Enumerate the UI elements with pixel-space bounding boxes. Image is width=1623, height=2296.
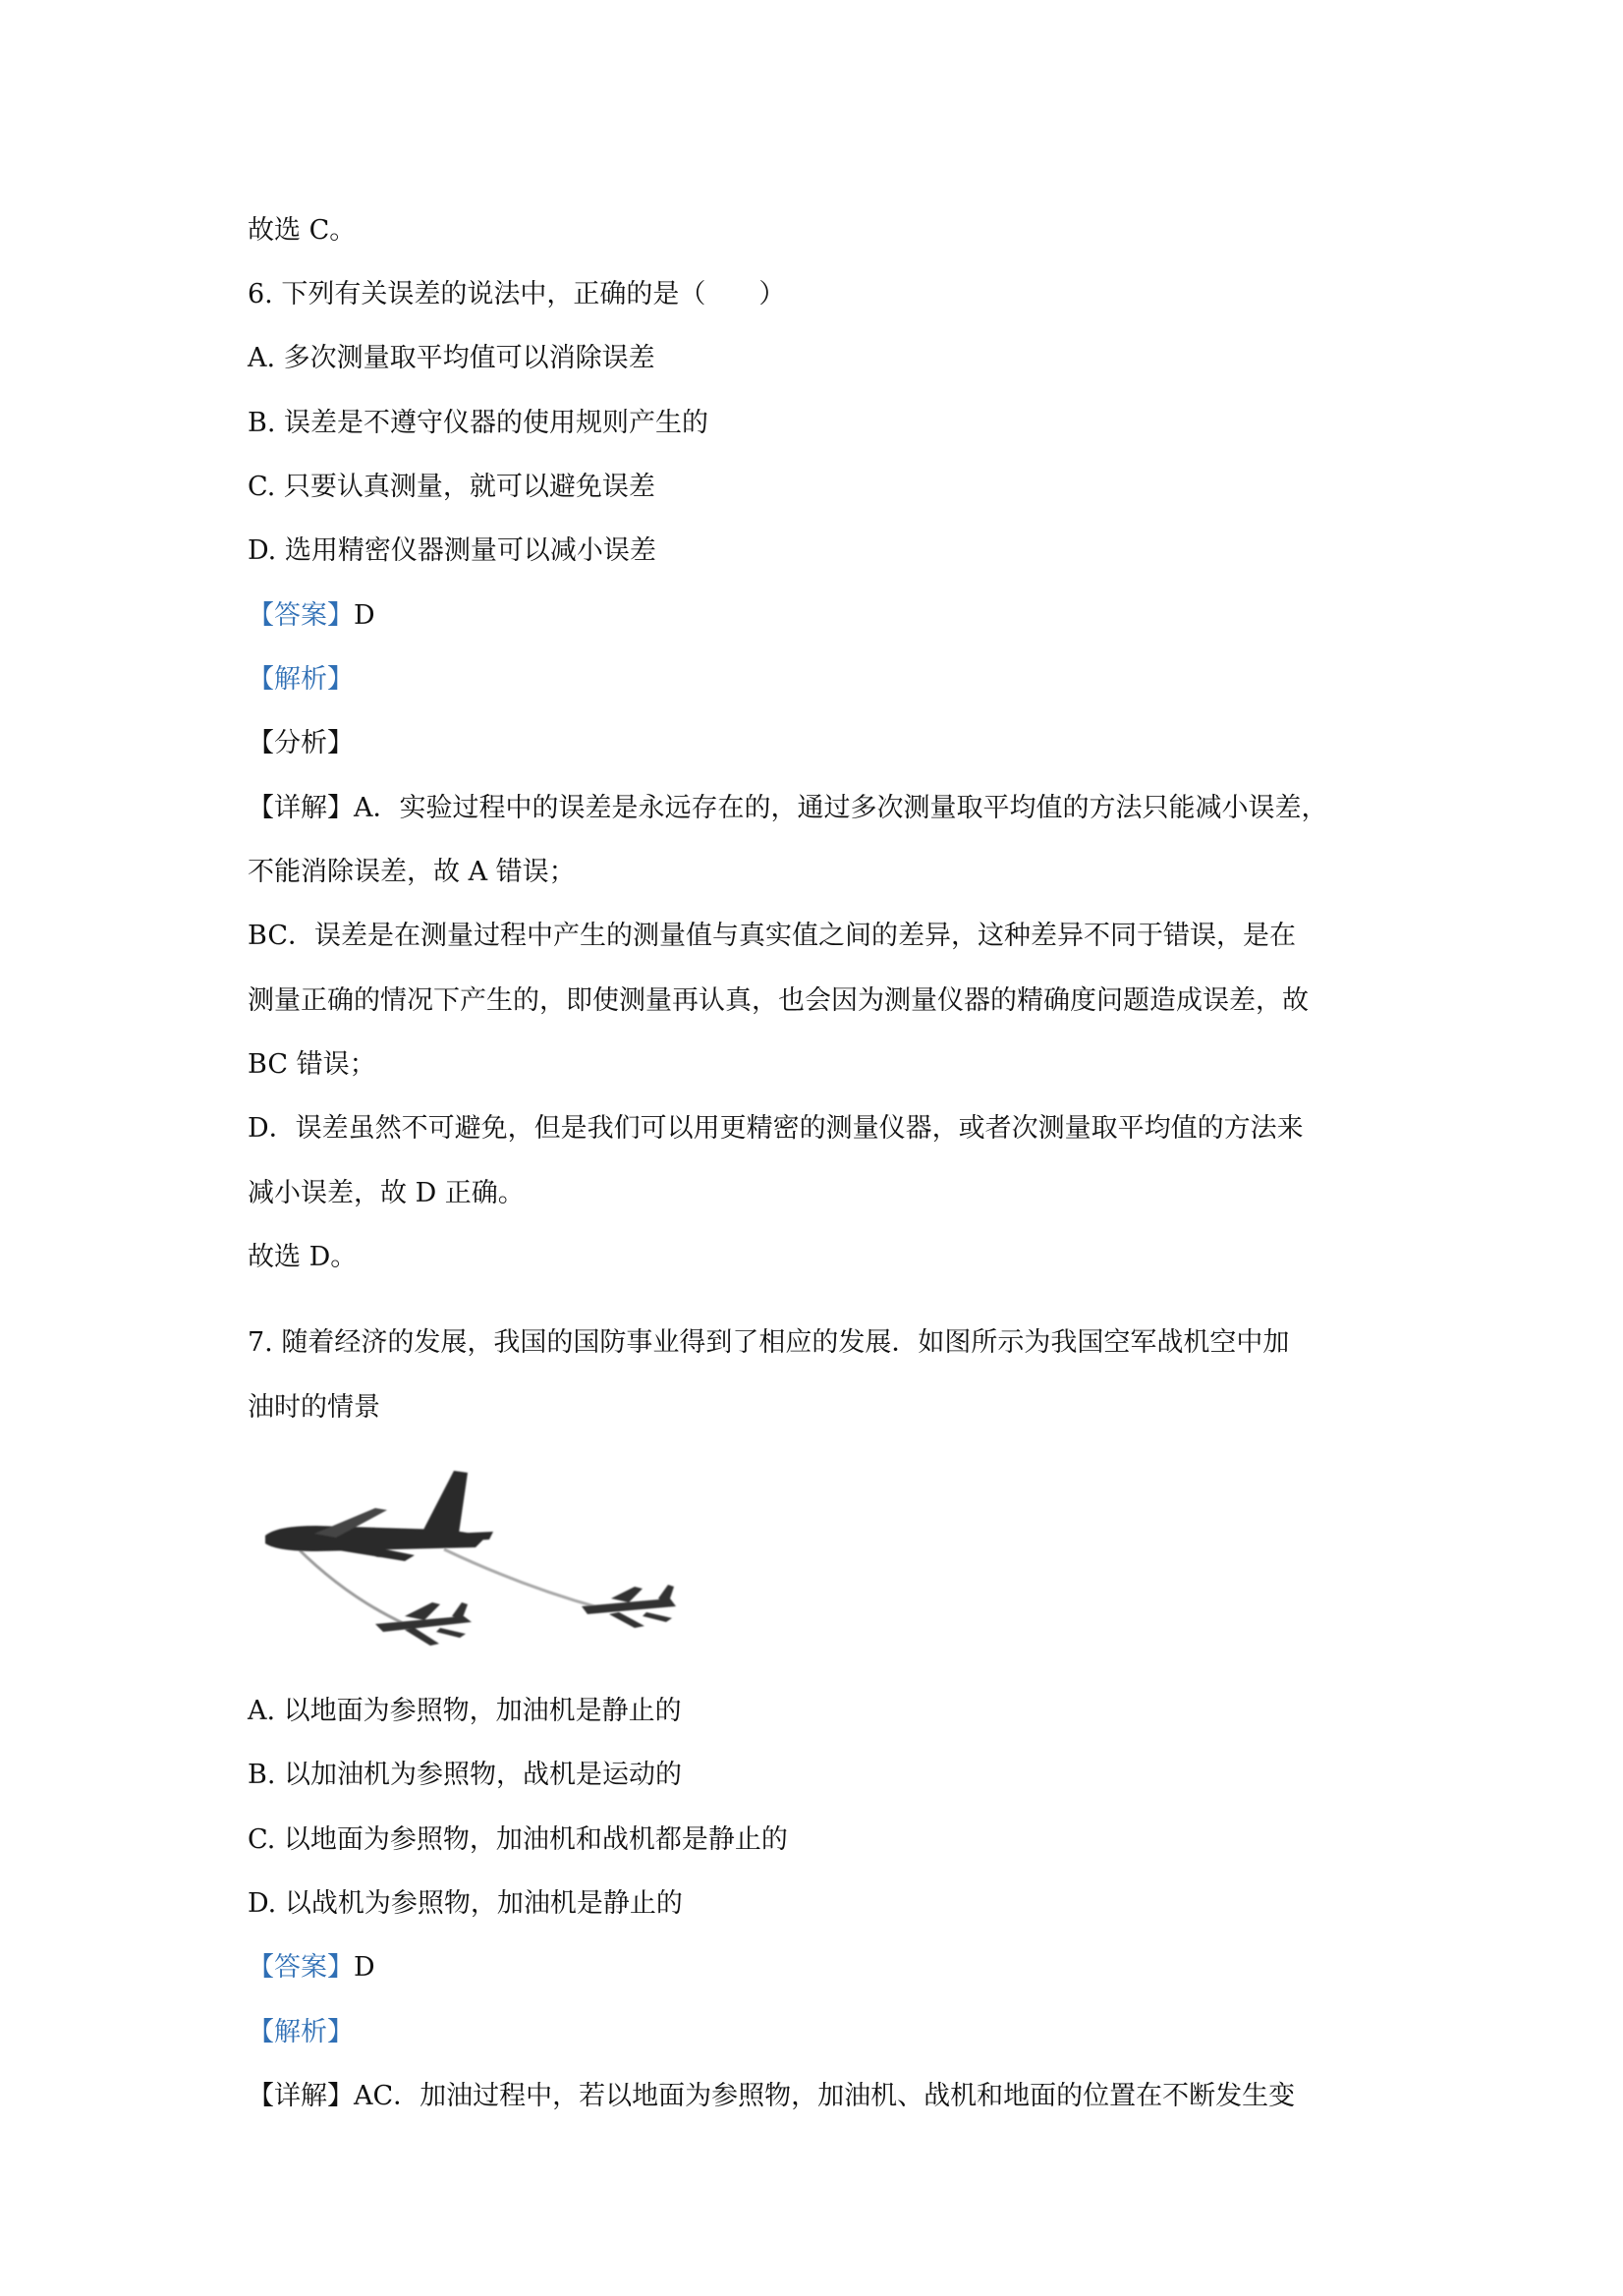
- answer-value: D: [354, 600, 375, 631]
- question-6-option-c: C. 只要认真测量，就可以避免误差: [248, 472, 655, 502]
- tanker-aircraft: [265, 1471, 493, 1561]
- question-6-detail-line: BC．误差是在测量过程中产生的测量值与真实值之间的差异，这种差异不同于错误，是在: [248, 921, 1296, 951]
- answer-tag: 【答案】: [248, 600, 354, 631]
- question-6-option-a: A. 多次测量取平均值可以消除误差: [248, 343, 655, 373]
- question-7-option-a: A. 以地面为参照物，加油机是静止的: [248, 1696, 682, 1726]
- question-7-option-c: C. 以地面为参照物，加油机和战机都是静止的: [248, 1824, 788, 1855]
- question-6-fenxi-tag: 【分析】: [248, 728, 354, 758]
- question-6-option-b: B. 误差是不遵守仪器的使用规则产生的: [248, 408, 709, 438]
- question-7-answer: [248, 1948, 375, 1988]
- answer-tag: 【答案】: [248, 1952, 354, 1983]
- question-6-option-d: D. 选用精密仪器测量可以减小误差: [248, 535, 656, 566]
- question-6-analysis-tag: 【解析】: [248, 664, 354, 695]
- question-7-option-b: B. 以加油机为参照物，战机是运动的: [248, 1760, 683, 1790]
- detail-text: AC．加油过程中，若以地面为参照物，加油机、战机和地面的位置在不断发生变: [354, 2081, 1296, 2111]
- question-7-analysis-tag: 【解析】: [248, 2017, 354, 2047]
- question-7-detail-line: [248, 2077, 1295, 2116]
- question-6-answer: [248, 596, 375, 636]
- refuel-hose: [297, 1547, 405, 1624]
- question-7-option-d: D. 以战机为参照物，加油机是静止的: [248, 1888, 683, 1919]
- question-6-detail-line: BC 错误；: [248, 1049, 376, 1080]
- question-6-detail-line: 测量正确的情况下产生的，即使测量再认真，也会因为测量仪器的精确度问题造成误差，故: [248, 985, 1309, 1016]
- question-6-detail-line: D．误差虽然不可避免，但是我们可以用更精密的测量仪器，或者次测量取平均值的方法来: [248, 1113, 1304, 1144]
- question-6-detail-line: 减小误差，故 D 正确。: [248, 1178, 525, 1208]
- question-6-stem: 6. 下列有关误差的说法中，正确的是（ ）: [248, 279, 786, 309]
- detail-tag: 【详解】: [248, 2081, 354, 2111]
- question-6-detail-line: [248, 789, 1328, 828]
- prev-conclusion: 故选 C。: [248, 215, 357, 246]
- aerial-refueling-image: [257, 1469, 700, 1660]
- fighter-aircraft: [582, 1585, 676, 1628]
- question-6-conclusion: 故选 D。: [248, 1242, 358, 1272]
- fighter-aircraft: [375, 1602, 472, 1646]
- refuel-hose: [444, 1549, 601, 1608]
- detail-tag: 【详解】: [248, 793, 354, 823]
- question-6-detail-line: 不能消除误差，故 A 错误；: [248, 857, 576, 887]
- question-7-stem-line: 7. 随着经济的发展，我国的国防事业得到了相应的发展．如图所示为我国空军战机空中加: [248, 1327, 1290, 1358]
- detail-text: A．实验过程中的误差是永远存在的，通过多次测量取平均值的方法只能减小误差，: [354, 793, 1328, 823]
- question-7-stem-line: 油时的情景: [248, 1392, 380, 1423]
- answer-value: D: [354, 1952, 375, 1983]
